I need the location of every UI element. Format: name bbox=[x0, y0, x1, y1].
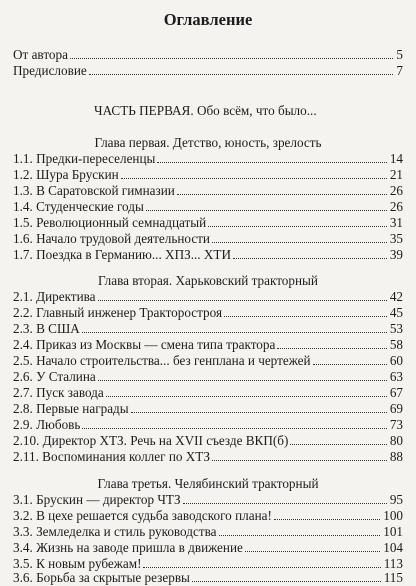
entry-label: 3.3. Земледелка и стиль руководства bbox=[13, 524, 217, 539]
toc-entry[interactable] bbox=[13, 167, 403, 183]
toc-entry[interactable] bbox=[13, 321, 403, 337]
toc-entry[interactable] bbox=[13, 47, 403, 63]
entry-page: 80 bbox=[389, 433, 403, 448]
entry-label: 3.5. К новым рубежам! bbox=[13, 556, 142, 571]
toc-entry[interactable] bbox=[13, 385, 403, 401]
dot-leader bbox=[143, 566, 380, 568]
entry-label: 3.1. Брускин — директор ЧТЗ bbox=[13, 492, 181, 507]
entry-label: 2.10. Директор ХТЗ. Речь на XVII съезде ВКП(б) bbox=[13, 433, 289, 448]
entry-page: 26 bbox=[389, 199, 403, 214]
entry-label: 2.1. Директива bbox=[13, 289, 96, 304]
entry-page: 14 bbox=[389, 151, 403, 166]
toc-entry[interactable] bbox=[13, 524, 403, 540]
toc-entry[interactable] bbox=[13, 289, 403, 305]
entry-page: 26 bbox=[389, 183, 403, 198]
toc-entry[interactable] bbox=[13, 215, 403, 231]
toc-entry[interactable] bbox=[13, 247, 403, 263]
dot-leader bbox=[98, 299, 387, 301]
entry-label: 2.2. Главный инженер Тракторостроя bbox=[13, 305, 223, 320]
chapter-heading: Глава третья. Челябинский тракторный bbox=[97, 476, 319, 491]
entry-page: 7 bbox=[396, 63, 403, 78]
dot-leader bbox=[131, 411, 387, 413]
entry-page: 63 bbox=[389, 369, 403, 384]
entry-label: 1.3. В Саратовской гимназии bbox=[13, 183, 175, 198]
dot-leader bbox=[274, 518, 380, 520]
dot-leader bbox=[277, 347, 386, 349]
entry-page: 53 bbox=[389, 321, 403, 336]
dot-leader bbox=[82, 331, 387, 333]
toc-entry[interactable] bbox=[13, 449, 403, 465]
toc-entry[interactable] bbox=[13, 353, 403, 369]
entry-page: 88 bbox=[389, 449, 403, 464]
entry-page: 101 bbox=[383, 524, 403, 539]
entry-label: 3.4. Жизнь на заводе пришла в движение bbox=[13, 540, 243, 555]
toc-entry[interactable] bbox=[13, 183, 403, 199]
dot-leader bbox=[224, 315, 387, 317]
dot-leader bbox=[106, 395, 387, 397]
toc-entry[interactable] bbox=[13, 508, 403, 524]
entry-label: 2.9. Любовь bbox=[13, 417, 81, 432]
entry-label: 2.11. Воспоминания коллег по ХТЗ bbox=[13, 449, 210, 464]
entry-label: 3.2. В цехе решается судьба заводского плана! bbox=[13, 508, 272, 523]
dot-leader bbox=[233, 257, 387, 259]
dot-leader bbox=[208, 225, 387, 227]
entry-page: 67 bbox=[389, 385, 403, 400]
entry-page: 104 bbox=[383, 540, 403, 555]
chapter-heading: Глава вторая. Харьковский тракторный bbox=[98, 273, 318, 288]
entry-page: 35 bbox=[389, 231, 403, 246]
dot-leader bbox=[290, 443, 386, 445]
entry-label: 2.3. В США bbox=[13, 321, 80, 336]
entry-page: 69 bbox=[389, 401, 403, 416]
toc-entry[interactable] bbox=[13, 337, 403, 353]
dot-leader bbox=[82, 427, 386, 429]
page-title: Оглавление bbox=[163, 10, 253, 29]
entry-label: 2.8. Первые награды bbox=[13, 401, 129, 416]
entry-label: 1.6. Начало трудовой деятельности bbox=[13, 231, 210, 246]
entry-page: 5 bbox=[396, 47, 403, 62]
entry-page: 115 bbox=[383, 570, 403, 585]
entry-page: 39 bbox=[389, 247, 403, 262]
toc-entry[interactable] bbox=[13, 417, 403, 433]
entry-page: 95 bbox=[389, 492, 403, 507]
dot-leader bbox=[219, 534, 381, 536]
toc-entry[interactable] bbox=[13, 305, 403, 321]
chapter-heading: Глава первая. Детство, юность, зрелость bbox=[94, 135, 322, 150]
entry-label: 2.7. Пуск завода bbox=[13, 385, 104, 400]
dot-leader bbox=[183, 502, 387, 504]
toc-entry[interactable] bbox=[13, 199, 403, 215]
toc-entry[interactable] bbox=[13, 401, 403, 417]
dot-leader bbox=[157, 161, 386, 163]
entry-label: 1.7. Поездка в Германию... ХПЗ... ХТИ bbox=[13, 247, 232, 262]
entry-label: 2.5. Начало строительства... без генплана и чертежей bbox=[13, 353, 311, 368]
dot-leader bbox=[212, 459, 387, 461]
dot-leader bbox=[212, 241, 387, 243]
entry-page: 73 bbox=[389, 417, 403, 432]
toc-entry[interactable] bbox=[13, 540, 403, 556]
entry-page: 21 bbox=[389, 167, 403, 182]
entry-label: 2.4. Приказ из Москвы — смена типа трактора bbox=[13, 337, 276, 352]
entry-label: 1.1. Предки-переселенцы bbox=[13, 151, 156, 166]
entry-page: 31 bbox=[389, 215, 403, 230]
entry-label: Предисловие bbox=[13, 63, 87, 78]
dot-leader bbox=[146, 209, 387, 211]
dot-leader bbox=[245, 550, 380, 552]
entry-label: 3.6. Борьба за скрытые резервы bbox=[13, 570, 190, 585]
dot-leader bbox=[177, 193, 387, 195]
entry-page: 113 bbox=[383, 556, 403, 571]
toc-entry[interactable] bbox=[13, 492, 403, 508]
dot-leader bbox=[89, 73, 394, 75]
dot-leader bbox=[121, 177, 387, 179]
part-heading: ЧАСТЬ ПЕРВАЯ. Обо всём, что было... bbox=[94, 103, 317, 118]
toc-entry[interactable] bbox=[13, 369, 403, 385]
entry-label: От автора bbox=[13, 47, 68, 62]
entry-label: 1.5. Революционный семнадцатый bbox=[13, 215, 207, 230]
toc-entry[interactable] bbox=[13, 151, 403, 167]
entry-page: 42 bbox=[389, 289, 403, 304]
entry-label: 2.6. У Сталина bbox=[13, 369, 96, 384]
toc-entry[interactable] bbox=[13, 231, 403, 247]
entry-label: 1.2. Шура Брускин bbox=[13, 167, 119, 182]
entry-page: 58 bbox=[389, 337, 403, 352]
dot-leader bbox=[192, 580, 381, 582]
dot-leader bbox=[313, 363, 387, 365]
dot-leader bbox=[98, 379, 387, 381]
entry-page: 45 bbox=[389, 305, 403, 320]
entry-label: 1.4. Студенческие годы bbox=[13, 199, 144, 214]
toc-entry[interactable] bbox=[13, 63, 403, 79]
dot-leader bbox=[70, 57, 393, 59]
entry-page: 100 bbox=[383, 508, 403, 523]
toc-entry[interactable] bbox=[13, 433, 403, 449]
entry-page: 60 bbox=[389, 353, 403, 368]
